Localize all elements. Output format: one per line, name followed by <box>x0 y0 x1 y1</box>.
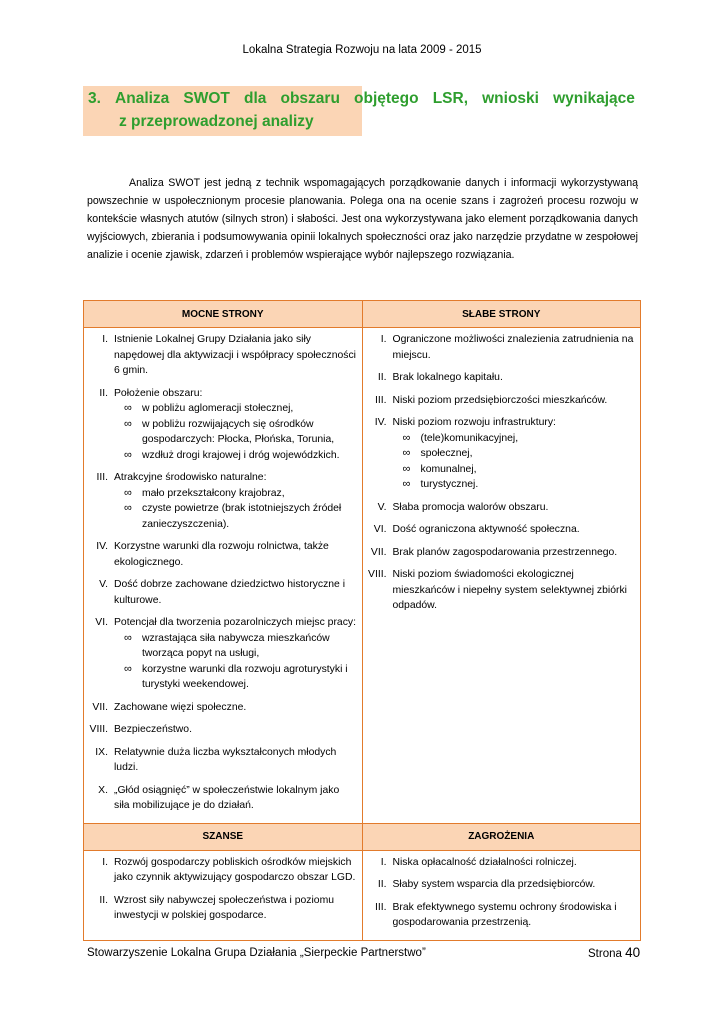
sub-item-text: wzdłuż drogi krajowej i dróg wojewódzkich. <box>142 449 340 461</box>
list-item <box>84 893 358 924</box>
sub-list <box>393 431 637 493</box>
strengths-list <box>84 328 362 823</box>
infinity-bullet-icon: ∞ <box>402 431 411 444</box>
sub-item-text: czyste powietrze (brak istotniejszych źródeł zanieczyszczenia). <box>142 503 342 530</box>
infinity-bullet-icon: ∞ <box>402 478 411 490</box>
list-item <box>363 393 637 409</box>
item-number: II. <box>99 387 108 399</box>
list-item <box>363 855 637 871</box>
item-text: Niski poziom świadomości ekologicznej mieszkańców i niepełny system selektywnej zbiórki odpadów. <box>392 569 627 611</box>
item-number: VIII. <box>89 724 108 735</box>
infinity-bullet-icon: ∞ <box>124 502 132 514</box>
weaknesses-header: SŁABE STRONY <box>362 301 641 328</box>
item-text: Rozwój gospodarczy pobliskich ośrodków miejskich jako czynnik aktywizujący gospodarczo obszar LGD. <box>114 856 356 883</box>
list-item <box>84 332 358 379</box>
threats-header: ZAGROŻENIA <box>362 823 641 850</box>
item-text: Słaba promocja walorów obszaru. <box>392 501 549 513</box>
item-number: V. <box>377 501 387 513</box>
list-item <box>363 567 637 614</box>
sub-list-item <box>122 448 358 464</box>
sub-list <box>114 631 358 693</box>
heading-word: objętego <box>354 90 419 107</box>
list-item <box>84 470 358 532</box>
sub-list-item <box>122 631 358 662</box>
list-item <box>363 370 637 386</box>
sub-item-text: w pobliżu aglomeracji stołecznej, <box>142 403 294 414</box>
list-item <box>84 745 358 776</box>
list-item <box>84 615 358 693</box>
list-item <box>363 500 637 516</box>
list-item <box>363 545 637 561</box>
item-number: I. <box>380 334 387 345</box>
opportunities-header: SZANSE <box>84 823 363 850</box>
infinity-bullet-icon: ∞ <box>124 402 132 414</box>
section-number: 3. <box>88 90 101 107</box>
item-text: Istnienie Lokalnej Grupy Działania jako siły napędowej dla aktywizacji i współpracy społeczności 6 gmin. <box>114 334 356 376</box>
item-number: I. <box>380 856 387 868</box>
threats-cell <box>362 850 641 940</box>
infinity-bullet-icon: ∞ <box>124 417 132 430</box>
item-number: VII. <box>370 546 387 558</box>
item-text: Zachowane więzi społeczne. <box>114 701 247 713</box>
weaknesses-list <box>363 328 641 623</box>
item-text: Niski poziom przedsiębiorczości mieszkańców. <box>392 394 608 406</box>
infinity-bullet-icon: ∞ <box>124 486 132 499</box>
heading-word: Analiza <box>115 90 170 107</box>
infinity-bullet-icon: ∞ <box>402 447 411 459</box>
item-number: IV. <box>374 417 387 428</box>
heading-word: LSR, <box>432 90 469 107</box>
item-number: III. <box>374 394 387 406</box>
sub-item-text: korzystne warunki dla rozwoju agroturystyki i turystyki weekendowej. <box>142 663 348 690</box>
item-text: Wzrost siły nabywczej społeczeństwa i poziomu inwestycji w polskiej gospodarce. <box>114 894 335 921</box>
item-number: II. <box>99 894 108 906</box>
sub-list-item <box>122 662 358 693</box>
page-label: Strona <box>588 948 622 960</box>
item-number: VIII. <box>368 569 387 580</box>
list-item <box>363 415 637 493</box>
list-item <box>84 855 358 886</box>
list-item <box>363 877 637 893</box>
item-number: X. <box>98 784 108 796</box>
heading-line-1 <box>88 90 635 108</box>
sub-list-item <box>122 501 358 532</box>
sub-list-item <box>401 462 637 478</box>
list-item <box>84 386 358 464</box>
sub-item-text: turystycznej. <box>420 479 479 490</box>
item-number: IV. <box>96 541 108 552</box>
sub-list-item <box>122 401 358 417</box>
item-text: Niski poziom rozwoju infrastruktury: <box>392 417 556 428</box>
sub-item-text: komunalnej, <box>420 463 477 475</box>
heading-word: SWOT <box>183 90 230 107</box>
item-text: Słaby system wsparcia dla przedsiębiorców. <box>392 879 596 890</box>
sub-list-item <box>401 446 637 462</box>
footer-page <box>588 945 640 960</box>
item-number: I. <box>102 856 108 868</box>
strengths-cell <box>84 328 363 824</box>
list-item <box>363 332 637 363</box>
intro-text: Analiza SWOT jest jedną z technik wspomagających porządkowanie danych i informacji wykorzystywaną powszechnie w uspołecznionym procesie planowania. Polega ona na ocenie szans i zagrożeń procesu rozwoju w kontekście własnych atutów (silnych stron) i słabości. Jest ona wykorzystywana jako element porządkowania danych wyjściowych, zbierania i podsumowywania opinii lokalnych społeczności oraz jako narzędzie przydatne w zespołowej analizie i ocenie zjawisk, zdarzeń i problemów wspierające wybór najlepszego rozwiązania. <box>87 177 638 261</box>
item-number: IX. <box>95 746 108 758</box>
list-item <box>84 722 358 738</box>
list-item <box>84 783 358 814</box>
opportunities-list <box>84 851 362 933</box>
item-number: II. <box>377 879 387 890</box>
opportunities-cell <box>84 850 363 940</box>
sub-list <box>114 401 358 463</box>
item-text: Atrakcyjne środowisko naturalne: <box>114 472 267 483</box>
item-number: I. <box>102 334 108 345</box>
item-number: III. <box>96 472 108 483</box>
infinity-bullet-icon: ∞ <box>402 462 411 475</box>
infinity-bullet-icon: ∞ <box>124 448 132 461</box>
page-number: 40 <box>625 945 641 960</box>
swot-table <box>83 300 641 941</box>
list-item <box>84 539 358 570</box>
sub-item-text: w pobliżu rozwijających się ośrodków gospodarczych: Płocka, Płońska, Torunia, <box>142 418 335 445</box>
item-number: II. <box>377 372 387 383</box>
item-number: VII. <box>92 701 108 713</box>
list-item <box>84 700 358 716</box>
heading-word: wynikające <box>553 90 635 107</box>
infinity-bullet-icon: ∞ <box>124 631 132 644</box>
sub-list-item <box>401 477 637 493</box>
item-text: Korzystne warunki dla rozwoju rolnictwa, także ekologicznego. <box>114 541 329 568</box>
item-number: VI. <box>373 524 387 535</box>
weaknesses-cell <box>362 328 641 824</box>
intro-paragraph <box>87 174 638 264</box>
item-text: Dość ograniczona aktywność społeczna. <box>392 524 580 535</box>
sub-list-item <box>122 417 358 448</box>
heading-line-2: z przeprowadzonej analizy <box>119 113 314 130</box>
item-text: Dość dobrze zachowane dziedzictwo historyczne i kulturowe. <box>114 579 346 606</box>
infinity-bullet-icon: ∞ <box>124 662 132 675</box>
sub-list-item <box>401 431 637 447</box>
list-item <box>84 577 358 608</box>
heading-word: dla <box>243 90 267 107</box>
sub-list <box>114 486 358 533</box>
list-item <box>363 522 637 538</box>
list-item <box>363 900 637 931</box>
item-text: Relatywnie duża liczba wykształconych młodych ludzi. <box>114 746 337 773</box>
section-heading <box>83 86 638 136</box>
item-text: Niska opłacalność działalności rolniczej. <box>392 856 577 868</box>
heading-word: wnioski <box>482 90 539 107</box>
footer-organization: Stowarzyszenie Lokalna Grupa Działania „Sierpeckie Partnerstwo” <box>87 947 426 959</box>
item-number: V. <box>99 579 108 590</box>
item-text: Brak lokalnego kapitału. <box>392 372 503 383</box>
sub-item-text: (tele)komunikacyjnej, <box>420 432 519 444</box>
strengths-header: MOCNE STRONY <box>84 301 363 328</box>
item-text: Bezpieczeństwo. <box>114 724 192 735</box>
item-text: Potencjał dla tworzenia pozarolniczych miejsc pracy: <box>114 617 356 628</box>
item-number: III. <box>374 901 387 913</box>
page-header: Lokalna Strategia Rozwoju na lata 2009 - 2015 <box>242 44 482 56</box>
sub-list-item <box>122 486 358 502</box>
heading-word: obszaru <box>280 90 340 107</box>
sub-item-text: społecznej, <box>420 448 473 459</box>
item-text: Ograniczone możliwości znalezienia zatrudnienia na miejscu. <box>392 334 634 361</box>
item-text: „Głód osiągnięć” w społeczeństwie lokalnym jako siła mobilizujące je do działań. <box>114 784 340 811</box>
item-text: Położenie obszaru: <box>114 387 203 399</box>
item-number: VI. <box>95 617 108 628</box>
item-text: Brak efektywnego systemu ochrony środowiska i gospodarowania przestrzenią. <box>392 901 617 928</box>
sub-item-text: wzrastająca siła nabywcza mieszkańców tworząca popyt na usługi, <box>142 632 330 659</box>
item-text: Brak planów zagospodarowania przestrzennego. <box>392 546 618 558</box>
sub-item-text: mało przekształcony krajobraz, <box>142 487 285 499</box>
threats-list <box>363 851 641 940</box>
